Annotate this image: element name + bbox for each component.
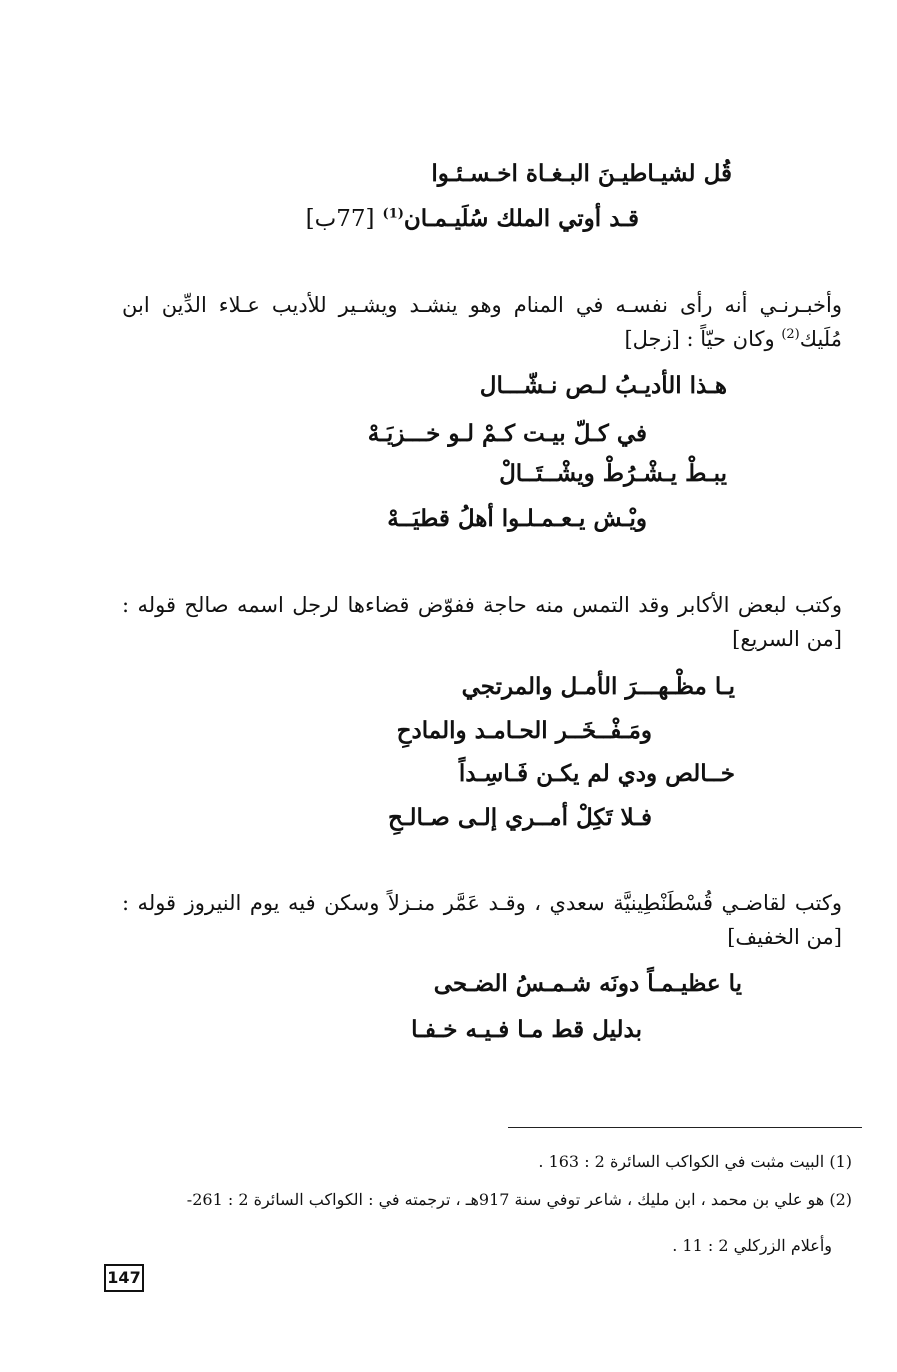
folio-marker: [77ب] — [305, 206, 375, 232]
paragraph-1-text: وأخبـرنـي أنه رأى نفسـه في المنام وهو ينشـد ويشـير للأديب عـلاء الدِّين ابن مُلَيك — [122, 293, 842, 351]
footnote-ref-1: (1) — [382, 206, 404, 222]
poem2-verse-3: يبـطْ يـشْـرُطْ ويشْــتَــالْ — [499, 460, 727, 487]
poem3-verse-4: فـلا تَكِلْ أمــري إلـى صـالـحِ — [387, 804, 652, 831]
poem1-verse-1: قُل لشيـاطيـنَ البـغـاة اخـسـئـوا — [431, 160, 732, 187]
poem3-verse-1: يـا مظْـهـــرَ الأمـل والمرتجي — [461, 673, 735, 700]
paragraph-1 — [122, 288, 842, 356]
page-number: 147 — [104, 1264, 144, 1292]
footnote-2-line-2: وأعلام الزركلي 2 : 11 . — [672, 1236, 832, 1255]
poem4-verse-1: يا عظيـمـاً دونَه شـمـسُ الضـحى — [433, 970, 742, 997]
footnote-1: (1) البيت مثبت في الكواكب السائرة 2 : 163 . — [538, 1152, 852, 1171]
poem3-verse-2: ومَـفْــخَــر الحـامـد والمادحِ — [396, 717, 652, 744]
poem2-verse-1: هـذا الأديـبُ لـص نـشّـــال — [479, 372, 727, 399]
paragraph-3: وكتب لقاضـي قُسْطَنْطِينيَّة سعدي ، وقـد عَمَّر منـزلاً وسكن فيه يوم النيروز قوله : [من الخفيف] — [122, 891, 842, 949]
poem2-verse-2: في كـلّ بيـت كـمْ لـو خـــزيَـهْ — [367, 420, 647, 447]
footnote-divider — [508, 1127, 862, 1128]
footnote-2-line-1: (2) هو علي بن محمد ، ابن مليك ، شاعر توفي سنة 917هـ ، ترجمته في : الكواكب السائرة 2 : 261- — [186, 1190, 852, 1209]
poem4-verse-2: بدليل قط مـا فـيـه خـفـا — [411, 1016, 642, 1043]
poem2-verse-4: ويْـش يـعـمـلـوا أهلُ قطيَــهْ — [387, 505, 647, 532]
paragraph-2: وكتب لبعض الأكابر وقد التمس منه حاجة ففوّض قضاءها لرجل اسمه صالح قوله : [من السريع] — [122, 593, 842, 651]
poem1-verse-2-text: قـد أوتي الملك سُلَيـمـان — [403, 205, 639, 232]
paragraph-1-tail: وكان حيّاً : [زجل] — [624, 327, 782, 351]
poem1-verse-2 — [306, 205, 639, 232]
footnote-ref-2: (2) — [781, 327, 800, 342]
poem3-verse-3: خــالص ودي لم يكـن فَـاسِـداً — [458, 760, 735, 787]
